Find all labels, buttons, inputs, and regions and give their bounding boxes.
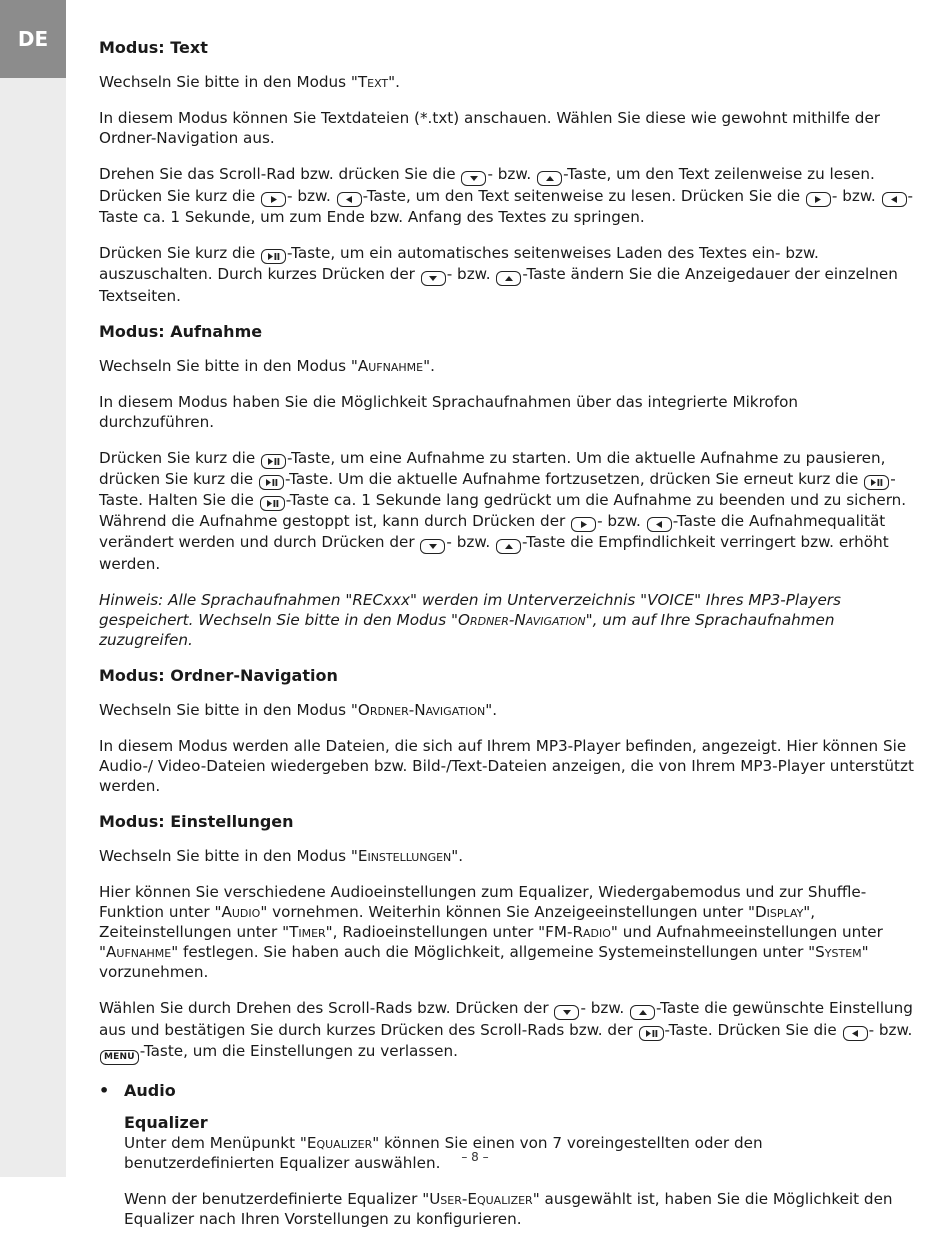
left-key-icon <box>337 192 362 207</box>
down-key-icon <box>461 171 486 186</box>
text-mode-p2: In diesem Modus können Sie Textdateien (*.txt) anschauen. Wählen Sie diese wie gewohnt mithilfe der Ordner-Navigation aus. <box>99 109 881 147</box>
menu-key-icon: MENU <box>100 1050 139 1065</box>
record-mode-p2: In diesem Modus haben Sie die Möglichkeit Sprachaufnahmen über das integrierte Mikrofon durchzuführen. <box>99 393 799 431</box>
up-key-icon <box>630 1005 655 1020</box>
language-tab: DE <box>0 0 66 78</box>
side-band <box>0 0 66 1177</box>
right-key-icon <box>261 192 286 207</box>
heading-settings-mode: Modus: Einstellungen <box>99 812 294 831</box>
up-key-icon <box>496 271 521 286</box>
down-key-icon <box>421 271 446 286</box>
left-key-icon <box>843 1026 868 1041</box>
play-pause-key-icon <box>639 1026 664 1041</box>
folder-mode-p2: In diesem Modus werden alle Dateien, die sich auf Ihrem MP3-Player befinden, angezeigt. Hier können Sie Audio-/ Video-Dateien wiedergeben bzw. Bild-/Text-Dateien anzeigen, die von Ihrem MP3-Player unterstützt werden. <box>99 737 914 795</box>
record-mode-note: Hinweis: Alle Sprachaufnahmen "RECxxx" werden im Unterverzeichnis "VOICE" Ihres MP3-Players gespeichert. Wechseln Sie bitte in den Modus "Ordner-Navigation", um auf Ihre Sprachaufnahmen zuzugreifen. <box>99 591 841 649</box>
page-content <box>99 38 914 1245</box>
settings-mode-p3: Wählen Sie durch Drehen des Scroll-Rads bzw. Drücken der - bzw. -Taste die gewünschte Einstellung aus und bestätigen Sie durch kurzes Drücken des Scroll-Rads bzw. der -Taste. Drücken Sie die - bzw. MENU -Taste, um die Einstellungen zu verlassen. <box>99 998 914 1065</box>
settings-mode-p1: Wechseln Sie bitte in den Modus "Einstellungen". <box>99 847 464 865</box>
down-key-icon <box>554 1005 579 1020</box>
left-key-icon <box>647 517 672 532</box>
audio-label: Audio <box>124 1081 176 1100</box>
audio-bullet-item <box>99 1081 914 1101</box>
equalizer-heading: Equalizer <box>124 1113 208 1132</box>
down-key-icon <box>420 539 445 554</box>
heading-folder-mode: Modus: Ordner-Navigation <box>99 666 338 685</box>
bullet-icon: • <box>99 1081 110 1100</box>
equalizer-p2: Wenn der benutzerdefinierte Equalizer "User-Equalizer" ausgewählt ist, haben Sie die Möglichkeit den Equalizer nach Ihren Vorstellungen zu konfigurieren. <box>124 1190 893 1228</box>
heading-record-mode: Modus: Aufnahme <box>99 322 263 341</box>
record-mode-p1: Wechseln Sie bitte in den Modus "Aufnahme". <box>99 357 435 375</box>
page-number: – 8 – <box>461 1150 489 1164</box>
record-mode-p3: Drücken Sie kurz die -Taste, um eine Aufnahme zu starten. Um die aktuelle Aufnahme zu pausieren, drücken Sie kurz die -Taste. Um die aktuelle Aufnahme fortzusetzen, drücken Sie erneut kurz die -Taste. Halten Sie die -Taste ca. 1 Sekunde lang gedrückt um die Aufnahme zu beenden und zu sichern. Während die Aufnahme gestoppt ist, kann durch Drücken der - bzw. -Taste die Aufnahmequalität verändert werden und durch Drücken der - bzw. -Taste die Empfindlichkeit verringert bzw. erhöht werden. <box>99 449 907 573</box>
text-mode-p1: Wechseln Sie bitte in den Modus "Text". <box>99 73 400 91</box>
play-pause-key-icon <box>260 496 285 511</box>
settings-mode-p2: Hier können Sie verschiedene Audioeinstellungen zum Equalizer, Wiedergabemodus und zur Shuffle-Funktion unter "Audio" vornehmen. Weiterhin können Sie Anzeigeeinstellungen unter "Display", Zeiteinstellungen unter "Timer", Radioeinstellungen unter "FM-Radio" und Aufnahmeeinstellungen unter "Aufnahme" festlegen. Sie haben auch die Möglichkeit, allgemeine Systemeinstellungen unter "System" vorzunehmen. <box>99 883 883 981</box>
left-key-icon <box>882 192 907 207</box>
folder-mode-p1: Wechseln Sie bitte in den Modus "Ordner-Navigation". <box>99 701 498 719</box>
right-key-icon <box>806 192 831 207</box>
play-pause-key-icon <box>864 475 889 490</box>
equalizer-p1: Unter dem Menüpunkt "Equalizer" können Sie einen von 7 voreingestellten oder den benutzerdefinierten Equalizer auswählen. <box>124 1134 763 1172</box>
up-key-icon <box>537 171 562 186</box>
play-pause-key-icon <box>261 454 286 469</box>
equalizer-section <box>124 1113 914 1229</box>
up-key-icon <box>496 539 521 554</box>
text-mode-p3: Drehen Sie das Scroll-Rad bzw. drücken Sie die - bzw. -Taste, um den Text zeilenweise zu lesen. Drücken Sie kurz die - bzw. -Taste, um den Text seitenweise zu lesen. Drücken Sie die - bzw. -Taste ca. 1 Sekunde, um zum Ende bzw. Anfang des Textes zu springen. <box>99 165 914 226</box>
right-key-icon <box>571 517 596 532</box>
play-pause-key-icon <box>261 249 286 264</box>
play-pause-key-icon <box>259 475 284 490</box>
heading-text-mode: Modus: Text <box>99 38 208 57</box>
text-mode-p4: Drücken Sie kurz die -Taste, um ein automatisches seitenweises Laden des Textes ein- bzw. auszuschalten. Durch kurzes Drücken der - bzw. -Taste ändern Sie die Anzeigedauer der einzelnen Textseiten. <box>99 244 898 305</box>
